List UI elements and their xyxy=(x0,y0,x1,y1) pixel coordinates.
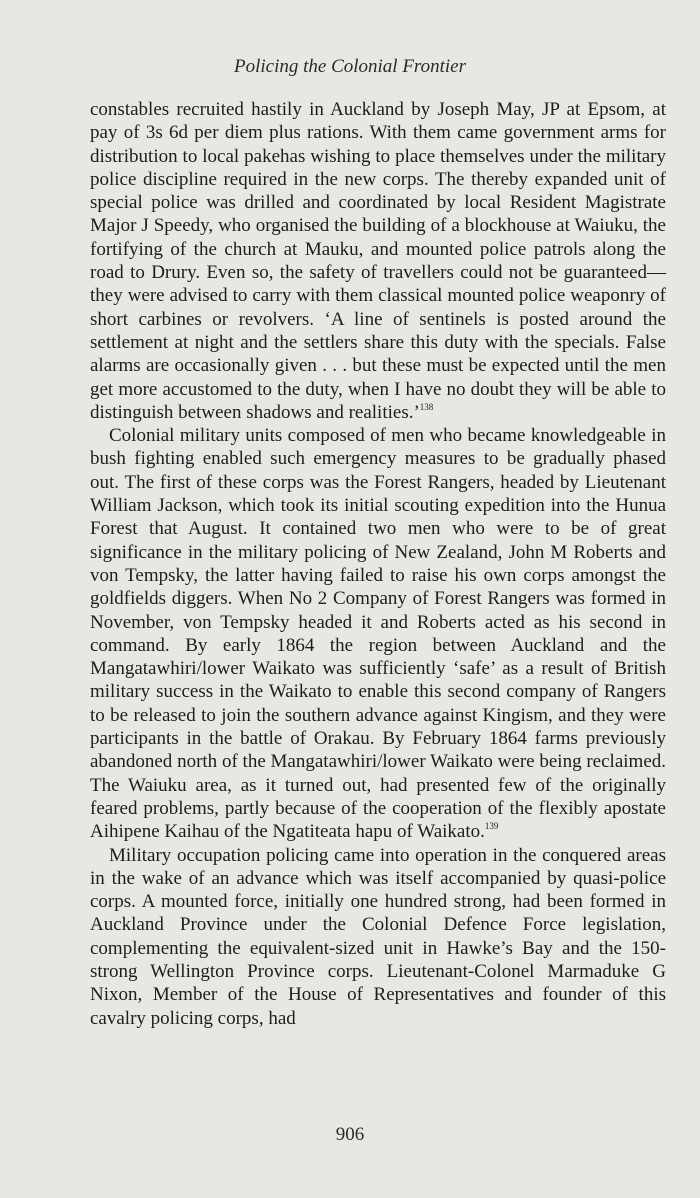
page-number: 906 xyxy=(335,1124,365,1145)
paragraph xyxy=(90,98,666,424)
paragraph-text: Military occupation policing came into operation in the conquered areas in the wake of an advance which was itself accompanied by quasi-police corps. A mounted force, initially one hundred strong, had been formed in Auckland Province under the Colonial Defence Force legislation, complementing the equivalent-sized unit in Hawke’s Bay and the 150-strong Wellington Province corps. Lieutenant-Colonel Marmaduke G Nixon, Member of the House of Representatives and founder of this cavalry policing corps, had xyxy=(90,844,666,1029)
paragraph xyxy=(90,424,666,843)
footnote-marker: 138 xyxy=(419,401,434,412)
paragraph-text: Colonial military units composed of men who became knowledgeable in bush fighting enabled such emergency measures to be gradually phased out. The first of these corps was the Forest Rangers, headed by Lieutenant William Jackson, which took its initial scouting expedition into the Hunua Forest that August. It contained two men who were to be of great significance in the military policing of New Zealand, John M Roberts and von Tempsky, the latter having failed to raise his own corps amongst the goldfields diggers. When No 2 Company of Forest Rangers was formed in November, von Tempsky headed it and Roberts acted as his second in command. By early 1864 the region between Auckland and the Mangatawhiri/lower Waikato was sufficiently ‘safe’ as a result of British military success in the Waikato to enable this second company of Rangers to be released to join the southern advance against Kingism, and they were participants in the battle of Orakau. By February 1864 farms previously abandoned north of the Mangatawhiri/lower Waikato were being reclaimed. The Waiuku area, as it turned out, had presented few of the originally feared problems, partly because of the cooperation of the flexibly apostate Aihipene Kaihau of the Ngatiteata hapu of Waikato. xyxy=(90,425,666,843)
paragraph-text: constables recruited hastily in Auckland by Joseph May, JP at Epsom, at pay of 3s 6d per diem plus rations. With them came government arms for distribution to local pakehas wishing to place themselves under the military police discipline required in the new corps. The thereby expanded unit of special police was drilled and coordinated by local Resident Magistrate Major J Speedy, who organised the building of a blockhouse at Waiuku, the fortifying of the church at Mauku, and mounted police patrols along the road to Drury. Even so, the safety of travellers could not be guaranteed—they were advised to carry with them classical mounted police weaponry of short carbines or revolvers. ‘A line of sentinels is posted around the settlement at night and the settlers share this duty with the specials. False alarms are occasionally given . . . but these must be expected until the men get more accustomed to the duty, when I have no doubt they will be able to distinguish between shadows and realities.’ xyxy=(90,99,666,423)
running-head: Policing the Colonial Frontier xyxy=(233,56,467,77)
footnote-marker: 139 xyxy=(484,821,499,832)
paragraph xyxy=(90,844,666,1030)
body-text xyxy=(90,98,666,1030)
